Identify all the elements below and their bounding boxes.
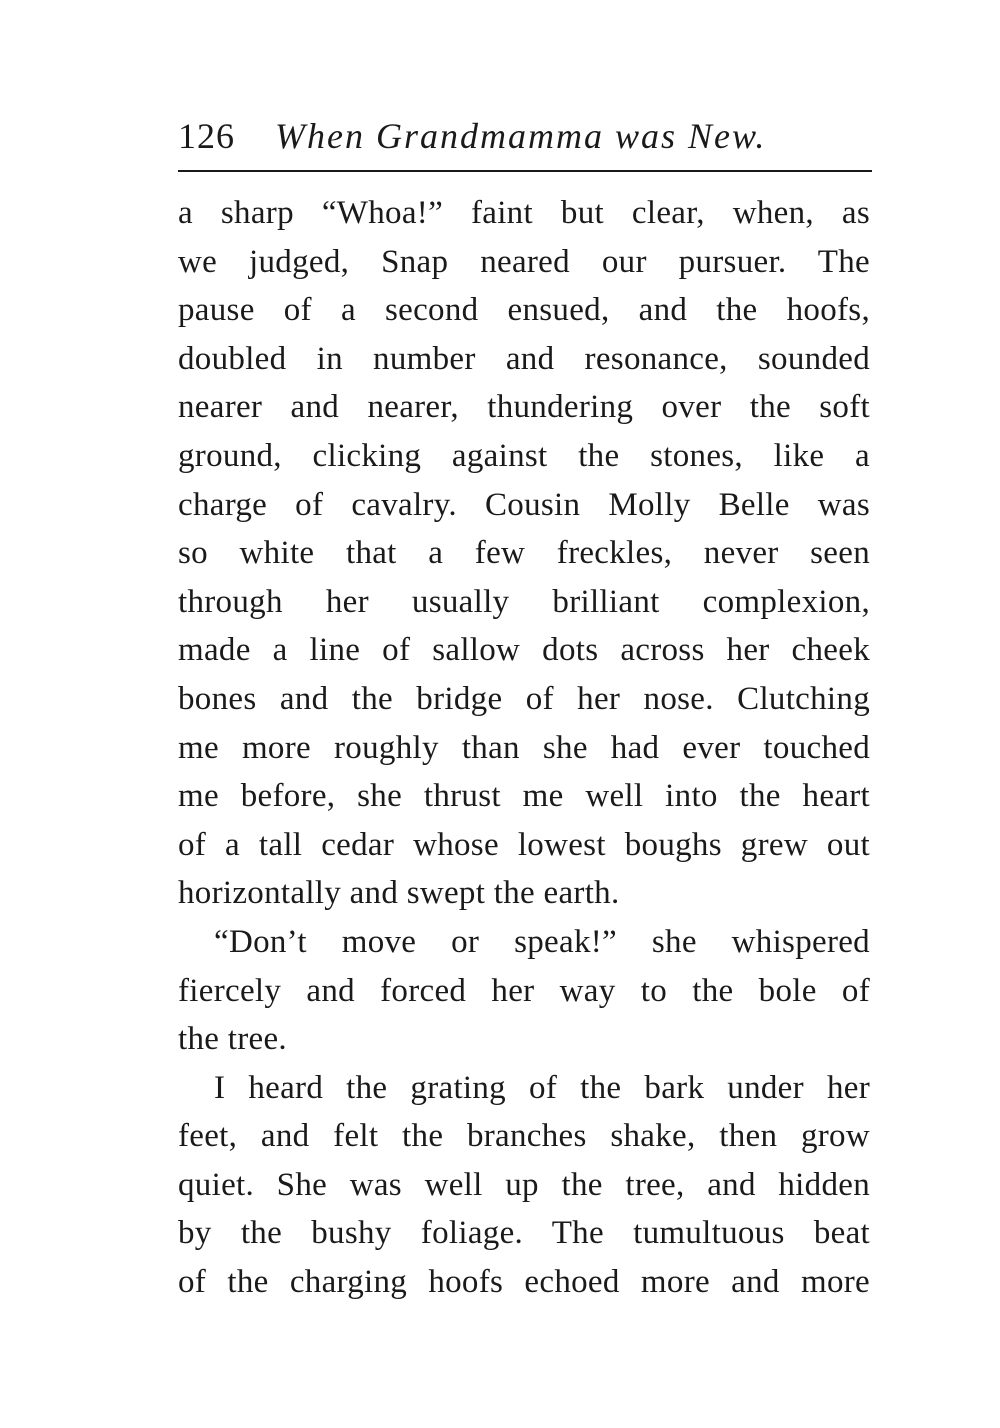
- page-number: 126: [178, 116, 235, 156]
- text-line: pause of a second ensued, and the hoofs,: [178, 292, 870, 329]
- text-line: me more roughly than she had ever touched: [178, 729, 870, 766]
- text-line: of a tall cedar whose lowest boughs grew out: [178, 826, 870, 863]
- text-line: the tree.: [178, 1021, 287, 1058]
- text-line: horizontally and swept the earth.: [178, 875, 620, 912]
- text-line: “Don’t move or speak!” she whispered: [214, 923, 870, 960]
- text-line: through her usually brilliant complexion,: [178, 583, 870, 620]
- text-line: by the bushy foliage. The tumultuous beat: [178, 1215, 870, 1252]
- text-line: charge of cavalry. Cousin Molly Belle was: [178, 486, 870, 523]
- text-line: ground, clicking against the stones, like a: [178, 437, 870, 474]
- text-line: quiet. She was well up the tree, and hidden: [178, 1166, 870, 1203]
- running-head-title: When Grandmamma was New.: [275, 116, 767, 156]
- text-line: fiercely and forced her way to the bole of: [178, 972, 870, 1009]
- header-rule: [178, 170, 872, 172]
- text-line: me before, she thrust me well into the heart: [178, 778, 870, 815]
- text-line: so white that a few freckles, never seen: [178, 535, 870, 572]
- text-line: doubled in number and resonance, sounded: [178, 340, 870, 377]
- text-line: I heard the grating of the bark under her: [214, 1069, 870, 1106]
- body-text: [178, 189, 870, 1307]
- text-line: we judged, Snap neared our pursuer. The: [178, 243, 870, 280]
- text-line: feet, and felt the branches shake, then grow: [178, 1118, 870, 1155]
- text-line: a sharp “Whoa!” faint but clear, when, as: [178, 195, 870, 231]
- text-line: made a line of sallow dots across her cheek: [178, 632, 870, 669]
- running-head: [178, 112, 870, 160]
- text-line: nearer and nearer, thundering over the soft: [178, 389, 870, 426]
- text-line: of the charging hoofs echoed more and more: [178, 1264, 870, 1301]
- text-line: bones and the bridge of her nose. Clutching: [178, 680, 870, 717]
